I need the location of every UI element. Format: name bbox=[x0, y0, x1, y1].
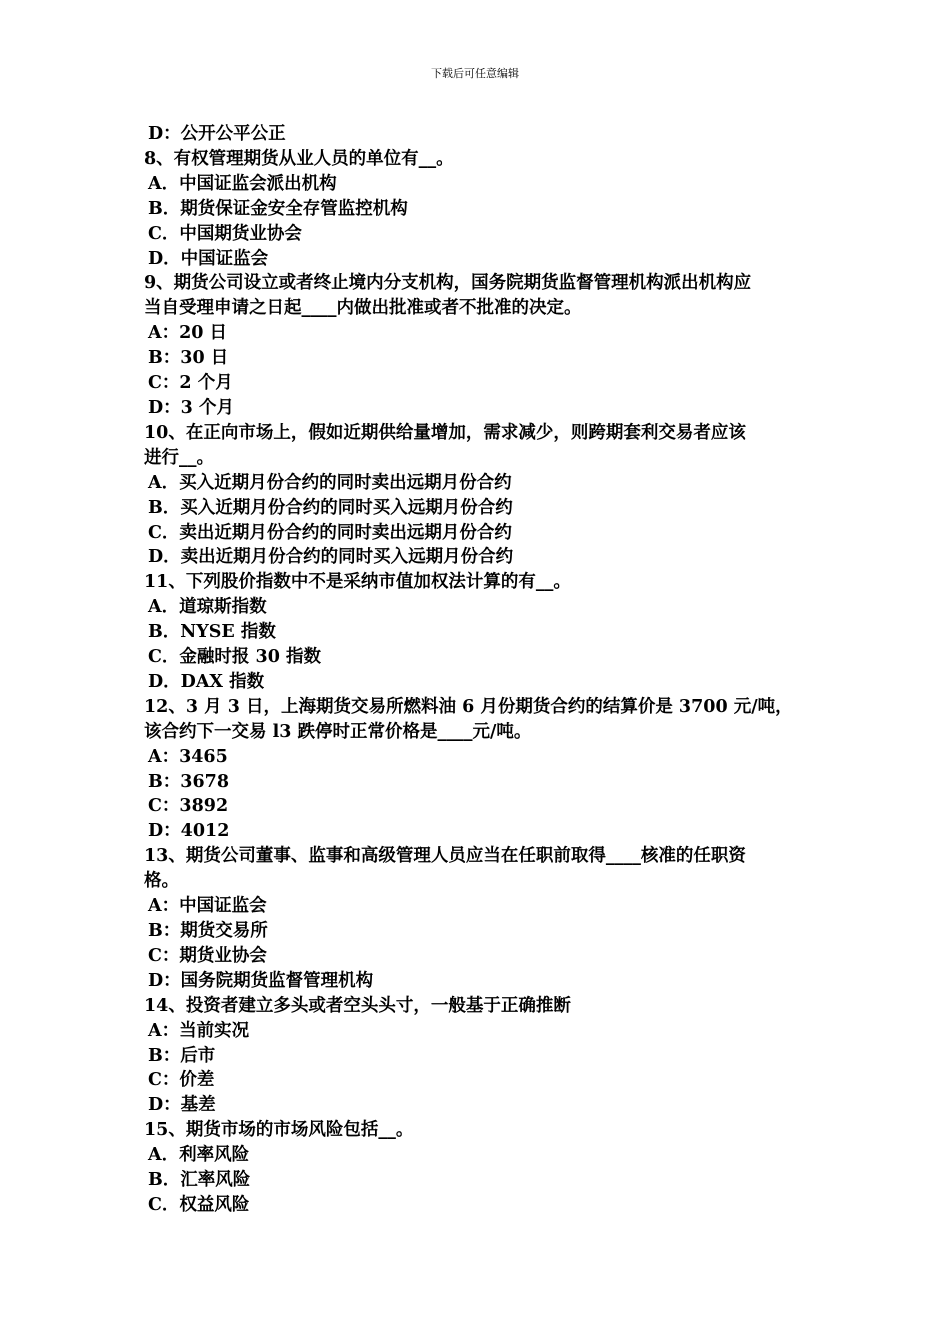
answer-option: D．DAX 指数 bbox=[148, 671, 265, 692]
answer-option: B．买入近期月份合约的同时买入远期月份合约 bbox=[148, 497, 513, 518]
answer-option: C．权益风险 bbox=[148, 1194, 250, 1215]
question-text: 14、投资者建立多头或者空头头寸，一般基于正确推断 bbox=[144, 995, 571, 1016]
answer-option: D：4012 bbox=[148, 821, 230, 842]
answer-option: C：价差 bbox=[148, 1070, 215, 1091]
answer-option: B：期货交易所 bbox=[148, 921, 268, 941]
question-text: 该合约下一交易 l3 跌停时正常价格是____元/吨。 bbox=[144, 721, 532, 742]
answer-option: A．中国证监会派出机构 bbox=[148, 173, 337, 194]
answer-option: B．期货保证金安全存管监控机构 bbox=[148, 198, 408, 219]
answer-option: B．汇率风险 bbox=[148, 1170, 251, 1191]
document-body bbox=[144, 122, 814, 1218]
answer-option: B：30 日 bbox=[148, 348, 229, 369]
question-text: 13、期货公司董事、监事和高级管理人员应当在任职前取得____核准的任职资 bbox=[144, 846, 746, 867]
answer-option: D：3 个月 bbox=[148, 397, 234, 418]
answer-option: D：国务院期货监督管理机构 bbox=[148, 970, 374, 991]
question-text: 当自受理申请之日起____内做出批准或者不批准的决定。 bbox=[144, 298, 582, 319]
answer-option: C．金融时报 30 指数 bbox=[148, 647, 321, 668]
answer-option: A．利率风险 bbox=[148, 1145, 250, 1166]
question-text: 10、在正向市场上，假如近期供给量增加，需求减少，则跨期套利交易者应该 bbox=[144, 422, 746, 443]
answer-option: A：20 日 bbox=[148, 323, 228, 344]
answer-option: B．NYSE 指数 bbox=[148, 622, 276, 643]
question-text: 12、3 月 3 日，上海期货交易所燃料油 6 月份期货合约的结算价是 3700 元/吨， bbox=[144, 696, 793, 717]
page-header: 下载后可任意编辑 bbox=[431, 67, 519, 80]
answer-option: C：2 个月 bbox=[148, 373, 233, 394]
question-text: 进行__。 bbox=[144, 447, 214, 468]
answer-option: A：当前实况 bbox=[148, 1020, 250, 1041]
answer-option: A：中国证监会 bbox=[148, 896, 267, 917]
question-text: 9、期货公司设立或者终止境内分支机构，国务院期货监督管理机构派出机构应 bbox=[144, 273, 752, 294]
answer-option: A．买入近期月份合约的同时卖出远期月份合约 bbox=[148, 472, 512, 493]
question-text: 格。 bbox=[144, 871, 179, 892]
answer-option: C：期货业协会 bbox=[148, 945, 267, 966]
answer-option: C：3892 bbox=[148, 796, 229, 817]
question-text: 11、下列股价指数中不是采纳市值加权法计算的有__。 bbox=[144, 572, 571, 593]
answer-option: C．卖出近期月份合约的同时卖出远期月份合约 bbox=[148, 522, 512, 543]
answer-option: C．中国期货业协会 bbox=[148, 223, 302, 244]
answer-option: D．卖出近期月份合约的同时买入远期月份合约 bbox=[148, 547, 514, 568]
question-text: 8、有权管理期货从业人员的单位有__。 bbox=[144, 148, 454, 169]
answer-option: A：3465 bbox=[148, 746, 228, 767]
answer-option: A．道琼斯指数 bbox=[148, 597, 267, 618]
answer-option: D：基差 bbox=[148, 1095, 216, 1116]
answer-option: B：3678 bbox=[148, 771, 229, 792]
answer-option: B：后市 bbox=[148, 1045, 216, 1066]
question-text: 15、期货市场的市场风险包括__。 bbox=[144, 1120, 414, 1141]
answer-option: D：公开公平公正 bbox=[148, 124, 286, 144]
answer-option: D．中国证监会 bbox=[148, 248, 269, 269]
